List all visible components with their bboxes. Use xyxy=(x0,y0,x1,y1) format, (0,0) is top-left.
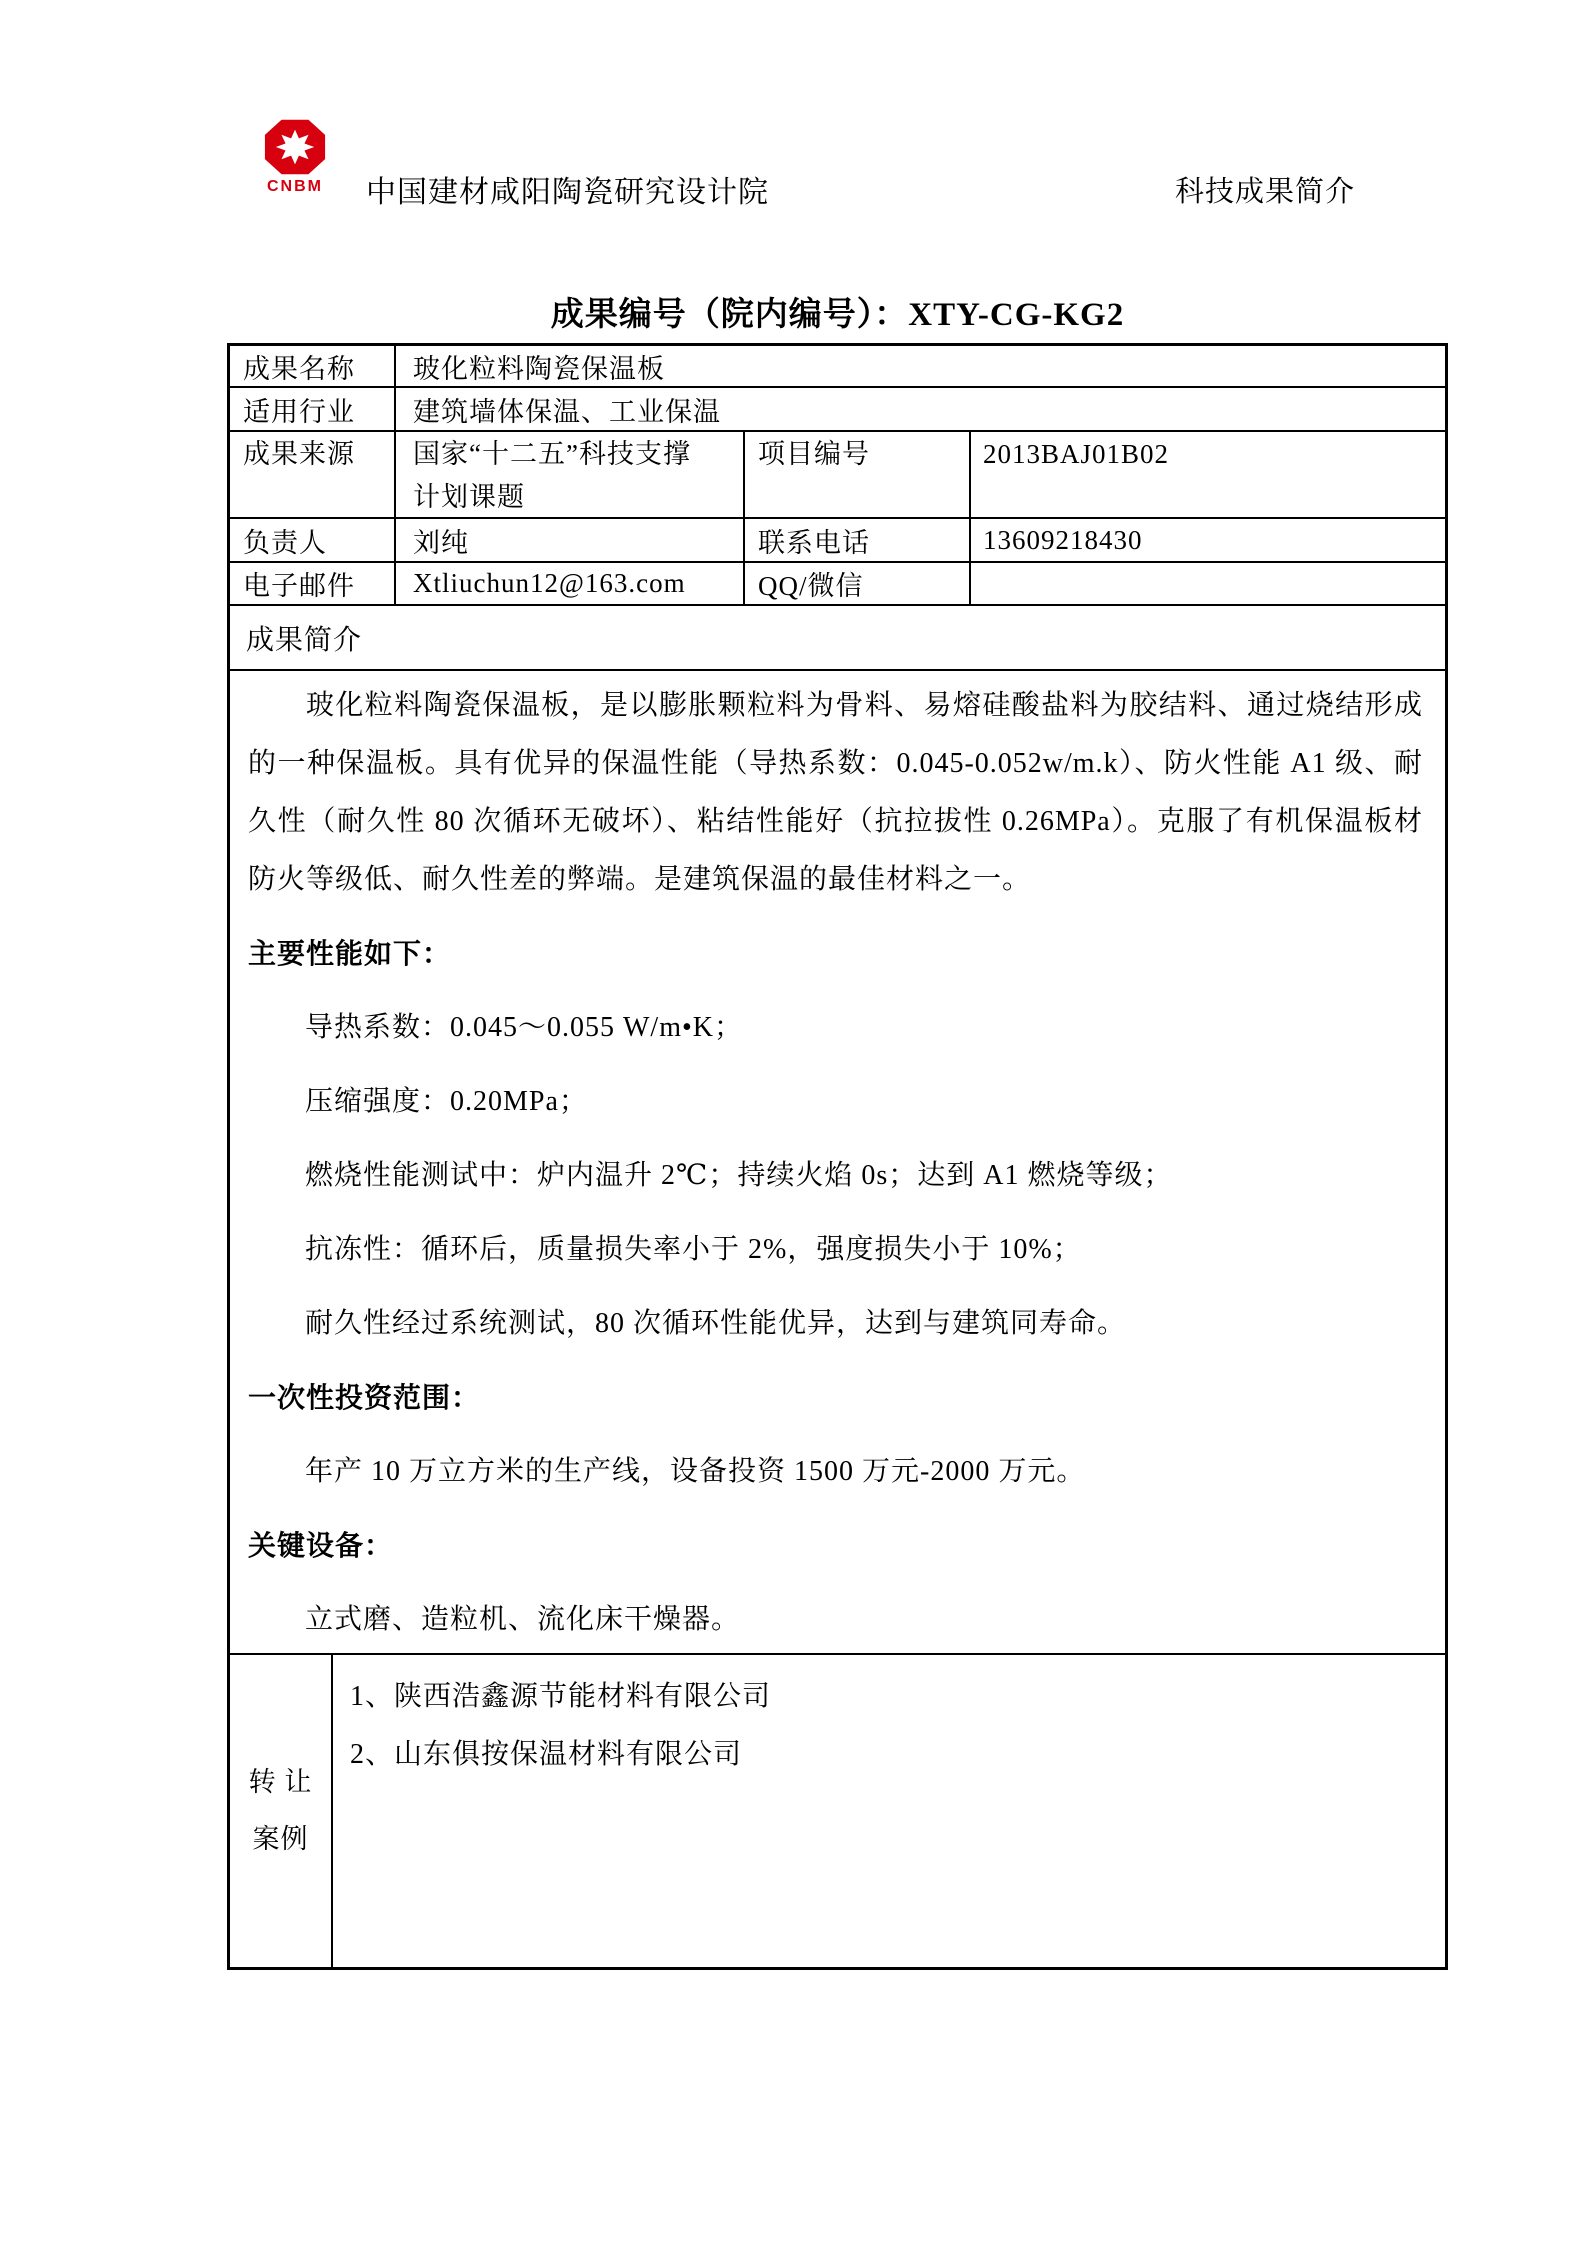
table-row-industry xyxy=(230,388,1445,432)
source-value xyxy=(396,432,745,517)
equipment-text: 立式磨、造粒机、流化床干燥器。 xyxy=(305,1604,741,1635)
transfer-case-1: 1、陕西浩鑫源节能材料有限公司 xyxy=(350,1681,772,1712)
transfer-cases xyxy=(333,1655,1445,1967)
leader-label: 负责人 xyxy=(230,519,396,561)
cnbm-logo xyxy=(263,118,329,196)
source-value-line2: 计划课题 xyxy=(413,482,525,512)
summary-intro: 玻化粒料陶瓷保温板，是以膨胀颗粒料为骨料、易熔硅酸盐料为胶结料、通过烧结形成的一种保温板。具有优异的保温性能（导热系数：0.045-0.052w/m.k）、防火性能 A1 级、耐久性（耐久性 80 次循环无破坏）、粘结性能好（抗拉拔性 0.26MPa）。克服了有机保温板材防火等级低、耐久性差的弊端。是建筑保温的最佳材料之一。 xyxy=(248,690,1423,895)
transfer-label-line2: 案例 xyxy=(252,1824,309,1854)
table-row-email xyxy=(230,563,1445,606)
source-label: 成果来源 xyxy=(230,432,396,517)
result-name-label: 成果名称 xyxy=(230,346,396,386)
transfer-label xyxy=(230,1655,333,1967)
industry-value: 建筑墙体保温、工业保温 xyxy=(413,396,721,427)
doc-type-header: 科技成果简介 xyxy=(1175,176,1356,208)
phone-value: 13609218430 xyxy=(983,524,1143,555)
table-row-summary-body xyxy=(230,671,1445,1655)
table-row-transfer xyxy=(230,1655,1445,1967)
industry-label: 适用行业 xyxy=(230,388,396,430)
transfer-label-line1: 转 让 xyxy=(248,1767,313,1797)
achievement-number-title: 成果编号（院内编号）：XTY-CG-KG2 xyxy=(550,297,1125,333)
cnbm-octagon-star-icon xyxy=(263,118,327,176)
performance-item-1: 导热系数：0.045～0.055 W/m•K； xyxy=(305,1012,744,1043)
performance-item-2: 压缩强度：0.20MPa； xyxy=(305,1086,588,1117)
org-name: 中国建材咸阳陶瓷研究设计院 xyxy=(366,176,769,209)
info-table xyxy=(227,343,1448,1970)
project-number-label: 项目编号 xyxy=(745,432,971,517)
performance-item-3: 燃烧性能测试中：炉内温升 2℃；持续火焰 0s；达到 A1 燃烧等级； xyxy=(305,1160,1173,1191)
qq-label: QQ/微信 xyxy=(745,563,971,604)
email-value: Xtliuchun12@163.com xyxy=(396,563,745,604)
performance-item-4: 抗冻性：循环后，质量损失率小于 2%，强度损失小于 10%； xyxy=(305,1234,1082,1265)
phone-label: 联系电话 xyxy=(745,519,971,561)
summary-body xyxy=(230,671,1445,1653)
summary-section-header: 成果简介 xyxy=(246,624,363,656)
table-row-result-name xyxy=(230,346,1445,388)
email-label: 电子邮件 xyxy=(230,563,396,604)
table-row-summary-header xyxy=(230,606,1445,671)
investment-heading: 一次性投资范围： xyxy=(248,1382,481,1413)
leader-value: 刘纯 xyxy=(396,519,745,561)
equipment-heading: 关键设备： xyxy=(248,1530,394,1561)
performance-item-5: 耐久性经过系统测试，80 次循环性能优异，达到与建筑同寿命。 xyxy=(305,1308,1127,1339)
qq-value xyxy=(971,563,1445,604)
cnbm-wordmark: CNBM xyxy=(267,178,323,195)
table-row-source xyxy=(230,432,1445,519)
performance-heading: 主要性能如下： xyxy=(248,938,452,969)
transfer-case-2: 2、山东俱按保温材料有限公司 xyxy=(350,1739,743,1770)
project-number-value: 2013BAJ01B02 xyxy=(983,439,1170,469)
source-value-line1: 国家“十二五”科技支撑 xyxy=(413,439,691,469)
investment-text: 年产 10 万立方米的生产线，设备投资 1500 万元-2000 万元。 xyxy=(305,1456,1086,1487)
table-row-leader xyxy=(230,519,1445,563)
result-name-value: 玻化粒料陶瓷保温板 xyxy=(413,353,665,384)
